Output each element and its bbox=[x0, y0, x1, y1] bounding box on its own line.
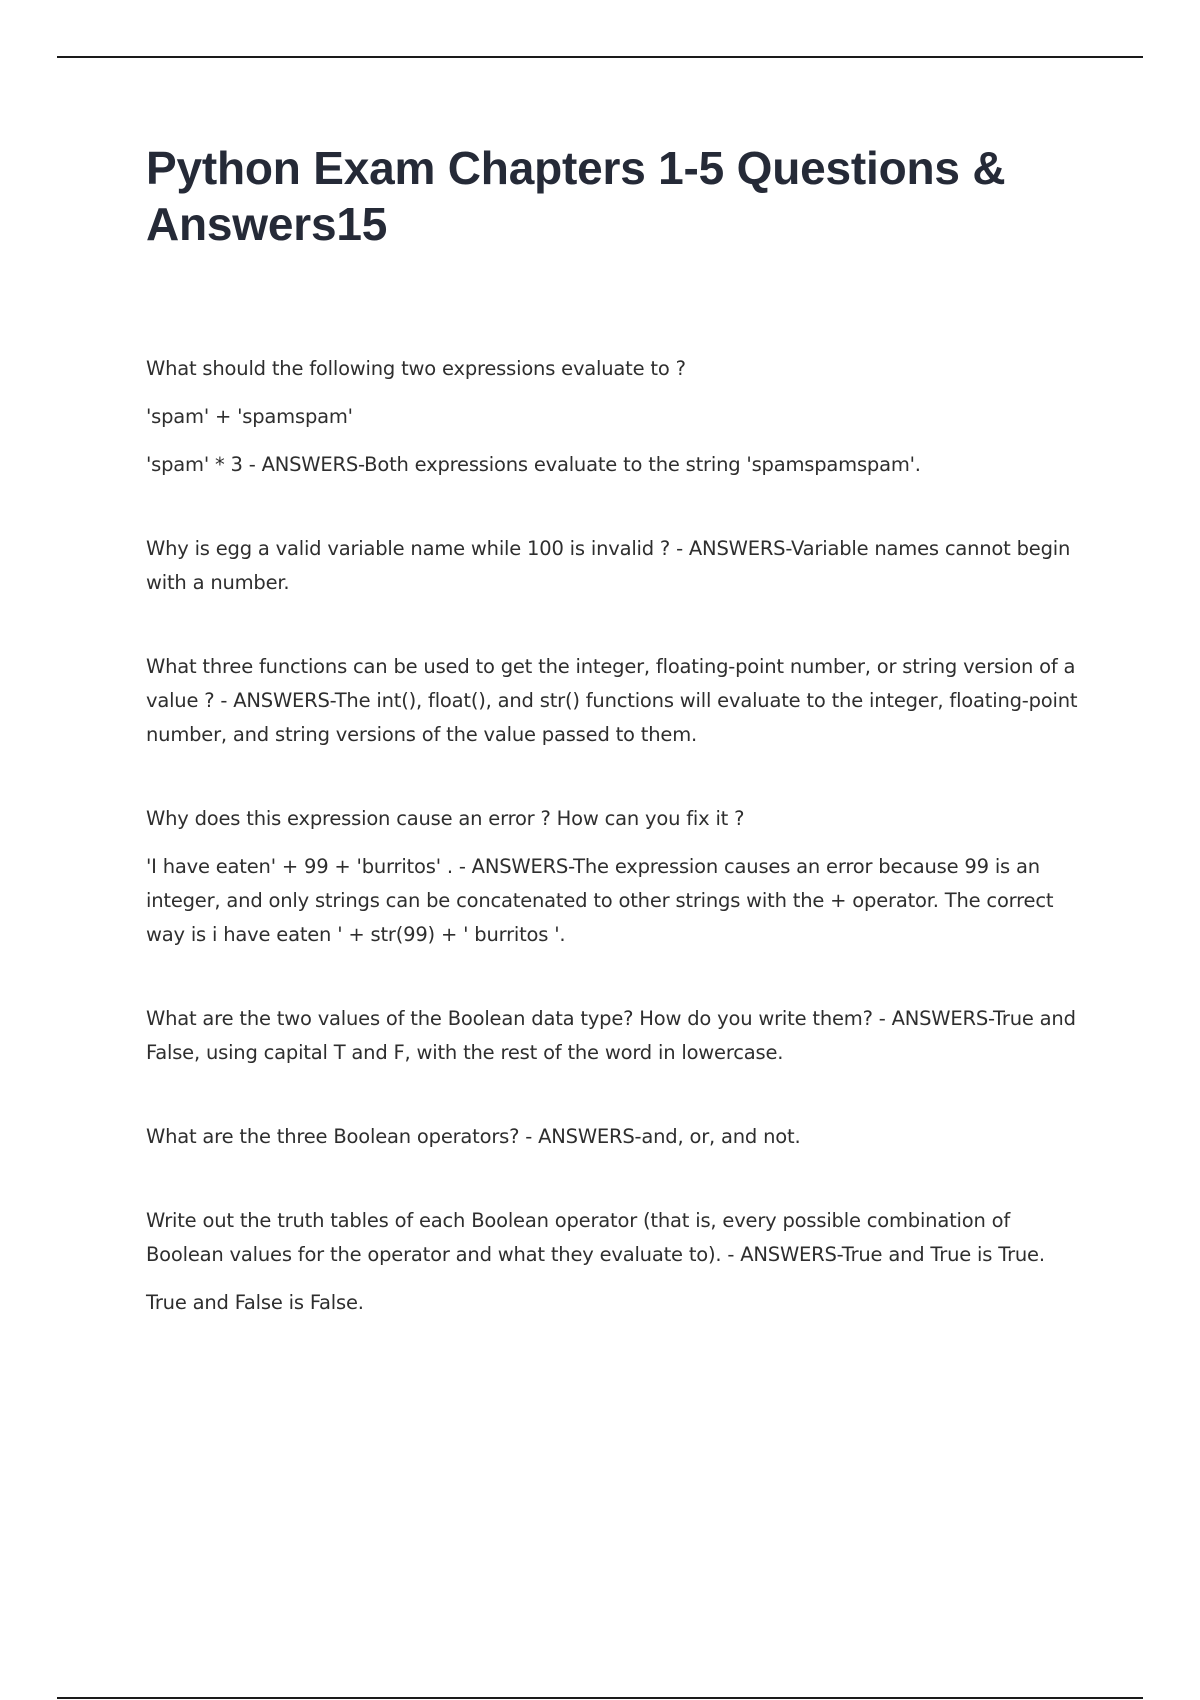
qa-item bbox=[146, 532, 1086, 600]
qa-paragraph: 'spam' + 'spamspam' bbox=[146, 405, 353, 428]
qa-paragraph: Why is egg a valid variable name while 100 is invalid ? - ANSWERS-Variable names cannot begin with a number. bbox=[146, 537, 1071, 594]
qa-paragraph: 'I have eaten' + 99 + 'burritos' . - ANSWERS-The expression causes an error because 99 is an integer, and only strings can be concatenated to other strings with the + operator. The correct way is i have eaten ' + str(99) + ' burritos '. bbox=[146, 855, 1054, 946]
qa-paragraph: What are the two values of the Boolean data type? How do you write them? - ANSWERS-True and False, using capital T and F, with the rest of the word in lowercase. bbox=[146, 1007, 1076, 1064]
document-title: Python Exam Chapters 1-5 Questions & Answers15 bbox=[146, 142, 1006, 250]
qa-paragraph: What are the three Boolean operators? - ANSWERS-and, or, and not. bbox=[146, 1125, 801, 1148]
qa-item bbox=[146, 1204, 1086, 1320]
qa-list bbox=[146, 352, 1086, 1320]
qa-paragraph: What three functions can be used to get the integer, floating-point number, or string version of a value ? - ANSWERS-The int(), float(), and str() functions will evaluate to the integer, floating-point number, and string versions of the value passed to them. bbox=[146, 655, 1078, 746]
qa-paragraph: 'spam' * 3 - ANSWERS-Both expressions evaluate to the string 'spamspamspam'. bbox=[146, 453, 921, 476]
qa-item bbox=[146, 352, 1086, 482]
qa-item bbox=[146, 1120, 1086, 1154]
top-rule bbox=[57, 56, 1143, 58]
bottom-rule bbox=[57, 1697, 1143, 1699]
qa-item bbox=[146, 802, 1086, 952]
qa-paragraph: What should the following two expressions evaluate to ? bbox=[146, 357, 686, 380]
qa-item bbox=[146, 650, 1086, 752]
qa-paragraph: Why does this expression cause an error ? How can you fix it ? bbox=[146, 807, 745, 830]
qa-paragraph: Write out the truth tables of each Boolean operator (that is, every possible combination of Boolean values for the operator and what they evaluate to). - ANSWERS-True and True is True. bbox=[146, 1209, 1045, 1266]
document-body bbox=[146, 140, 1086, 1370]
qa-item bbox=[146, 1002, 1086, 1070]
qa-paragraph: True and False is False. bbox=[146, 1291, 364, 1314]
